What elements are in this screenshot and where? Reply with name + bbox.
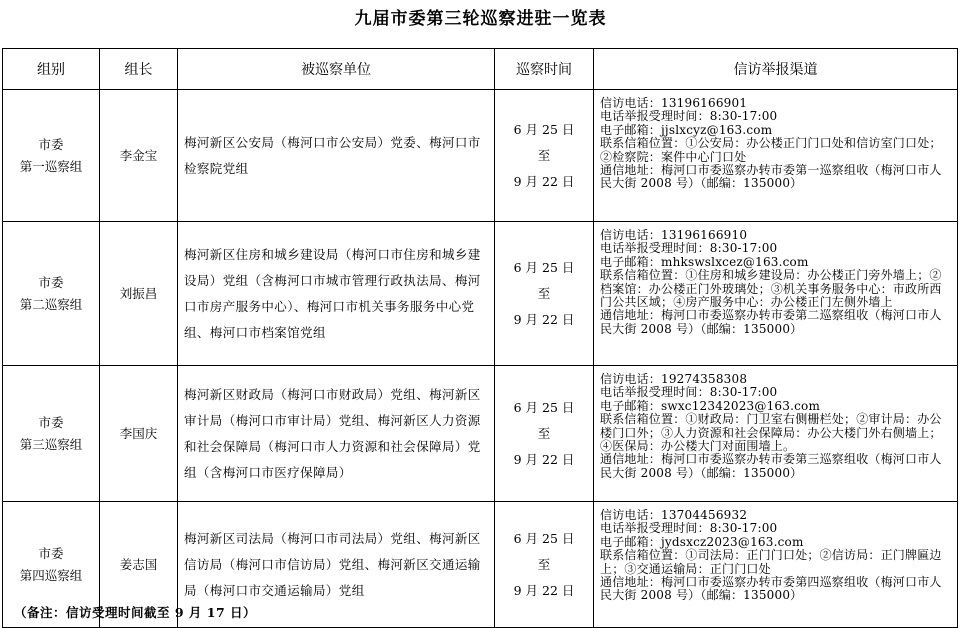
time-cell <box>495 222 594 366</box>
hotline: 信访电话：19274358308 <box>600 372 748 386</box>
channels-cell <box>594 502 958 628</box>
table-header-row <box>3 49 958 90</box>
footnote: （备注：信访受理时间截至 9 月 17 日） <box>14 605 257 620</box>
units-cell: 梅河新区公安局（梅河口市公安局）党委、梅河口市检察院党组 <box>178 90 495 222</box>
postal-address: 通信地址：梅河口市委巡察办转市委第二巡察组收（梅河口市人民大街 2008 号）（邮编：135000） <box>600 308 942 336</box>
table-row <box>3 366 958 502</box>
email: 电子邮箱：jjslxcyz@163.com <box>600 122 773 137</box>
postal-address: 通信地址：梅河口市委巡察办转市委第三巡察组收（梅河口市人民大街 2008 号）（邮编：135000） <box>600 452 942 480</box>
group-cell <box>3 222 100 366</box>
table-row <box>3 222 958 366</box>
group-cell <box>3 90 100 222</box>
time-end: 9 月 22 日 <box>513 582 575 598</box>
group-cell <box>3 366 100 502</box>
table-row <box>3 90 958 222</box>
mailbox-locations: 联系信箱位置：①公安局：办公楼正门门口处和信访室门口处；②检察院：案件中心门口处 <box>600 136 942 164</box>
time-start: 6 月 25 日 <box>513 530 575 546</box>
hotline-hours: 电话举报受理时间：8:30-17:00 <box>600 521 778 536</box>
group-line1: 市委 <box>38 274 64 290</box>
header-units: 被巡察单位 <box>178 49 495 90</box>
channels-cell <box>594 222 958 366</box>
time-cell <box>495 502 594 628</box>
header-leader: 组长 <box>100 49 178 90</box>
mailbox-locations: 联系信箱位置：①财政局：门卫室右侧栅栏处；②审计局：办公楼门口外；③人力资源和社会保障局：办公大楼门外右侧墙上；④医保局：办公楼大门对面围墙上。 <box>600 412 942 454</box>
group-line1: 市委 <box>38 414 64 430</box>
leader-cell: 姜志国 <box>100 502 178 628</box>
time-start: 6 月 25 日 <box>513 121 575 137</box>
page-title: 九届市委第三轮巡察进驻一览表 <box>354 9 607 29</box>
units-cell: 梅河新区司法局（梅河口市司法局）党组、梅河新区信访局（梅河口市信访局）党组、梅河新区交通运输局（梅河口市交通运输局）党组 <box>178 502 495 628</box>
group-line2: 第二巡察组 <box>19 296 83 312</box>
email: 电子邮箱：jydsxcz2023@163.com <box>600 534 804 549</box>
email: 电子邮箱：mhkswslxcez@163.com <box>600 254 809 269</box>
group-line1: 市委 <box>38 136 64 152</box>
hotline-hours: 电话举报受理时间：8:30-17:00 <box>600 385 778 400</box>
header-time: 巡察时间 <box>495 49 594 90</box>
hotline: 信访电话：13704456932 <box>600 508 748 522</box>
group-line2: 第一巡察组 <box>19 158 83 174</box>
group-line1: 市委 <box>38 545 64 561</box>
leader-cell: 李金宝 <box>100 90 178 222</box>
email: 电子邮箱：swxc12342023@163.com <box>600 398 821 413</box>
channels-cell <box>594 366 958 502</box>
hotline: 信访电话：13196166901 <box>600 96 748 110</box>
time-to: 至 <box>537 556 551 572</box>
time-end: 9 月 22 日 <box>513 173 575 189</box>
mailbox-locations: 联系信箱位置：①司法局：正门门口处；②信访局：正门牌匾边上；③交通运输局：正门门口处 <box>600 548 942 576</box>
group-line2: 第三巡察组 <box>19 436 83 452</box>
time-start: 6 月 25 日 <box>513 399 575 415</box>
group-line2: 第四巡察组 <box>19 567 83 583</box>
hotline-hours: 电话举报受理时间：8:30-17:00 <box>600 241 778 256</box>
hotline: 信访电话：13196166910 <box>600 228 748 242</box>
time-to: 至 <box>537 285 551 301</box>
time-to: 至 <box>537 147 551 163</box>
units-cell: 梅河新区财政局（梅河口市财政局）党组、梅河新区审计局（梅河口市审计局）党组、梅河新区人力资源和社会保障局（梅河口市人力资源和社会保障局）党组（含梅河口市医疗保障局） <box>178 366 495 502</box>
postal-address: 通信地址：梅河口市委巡察办转市委第一巡察组收（梅河口市人民大街 2008 号）（邮编：135000） <box>600 163 942 191</box>
header-channels: 信访举报渠道 <box>594 49 958 90</box>
channels-cell <box>594 90 958 222</box>
header-group: 组别 <box>3 49 100 90</box>
units-cell: 梅河新区住房和城乡建设局（梅河口市住房和城乡建设局）党组（含梅河口市城市管理行政执法局、梅河口市房产服务中心）、梅河口市机关事务服务中心党组、梅河口市档案馆党组 <box>178 222 495 366</box>
postal-address: 通信地址：梅河口市委巡察办转市委第四巡察组收（梅河口市人民大街 2008 号）（邮编：135000） <box>600 575 942 603</box>
time-cell <box>495 366 594 502</box>
hotline-hours: 电话举报受理时间：8:30-17:00 <box>600 109 778 124</box>
time-end: 9 月 22 日 <box>513 311 575 327</box>
time-end: 9 月 22 日 <box>513 451 575 467</box>
leader-cell: 刘振昌 <box>100 222 178 366</box>
mailbox-locations: 联系信箱位置：①住房和城乡建设局：办公楼正门旁外墙上；②档案馆：办公楼正门外玻璃处；③机关事务服务中心：市政所西门公共区域；④房产服务中心：办公楼正门左侧外墙上 <box>600 268 942 310</box>
leader-cell: 李国庆 <box>100 366 178 502</box>
time-cell <box>495 90 594 222</box>
inspection-table <box>2 48 958 628</box>
time-start: 6 月 25 日 <box>513 259 575 275</box>
time-to: 至 <box>537 425 551 441</box>
